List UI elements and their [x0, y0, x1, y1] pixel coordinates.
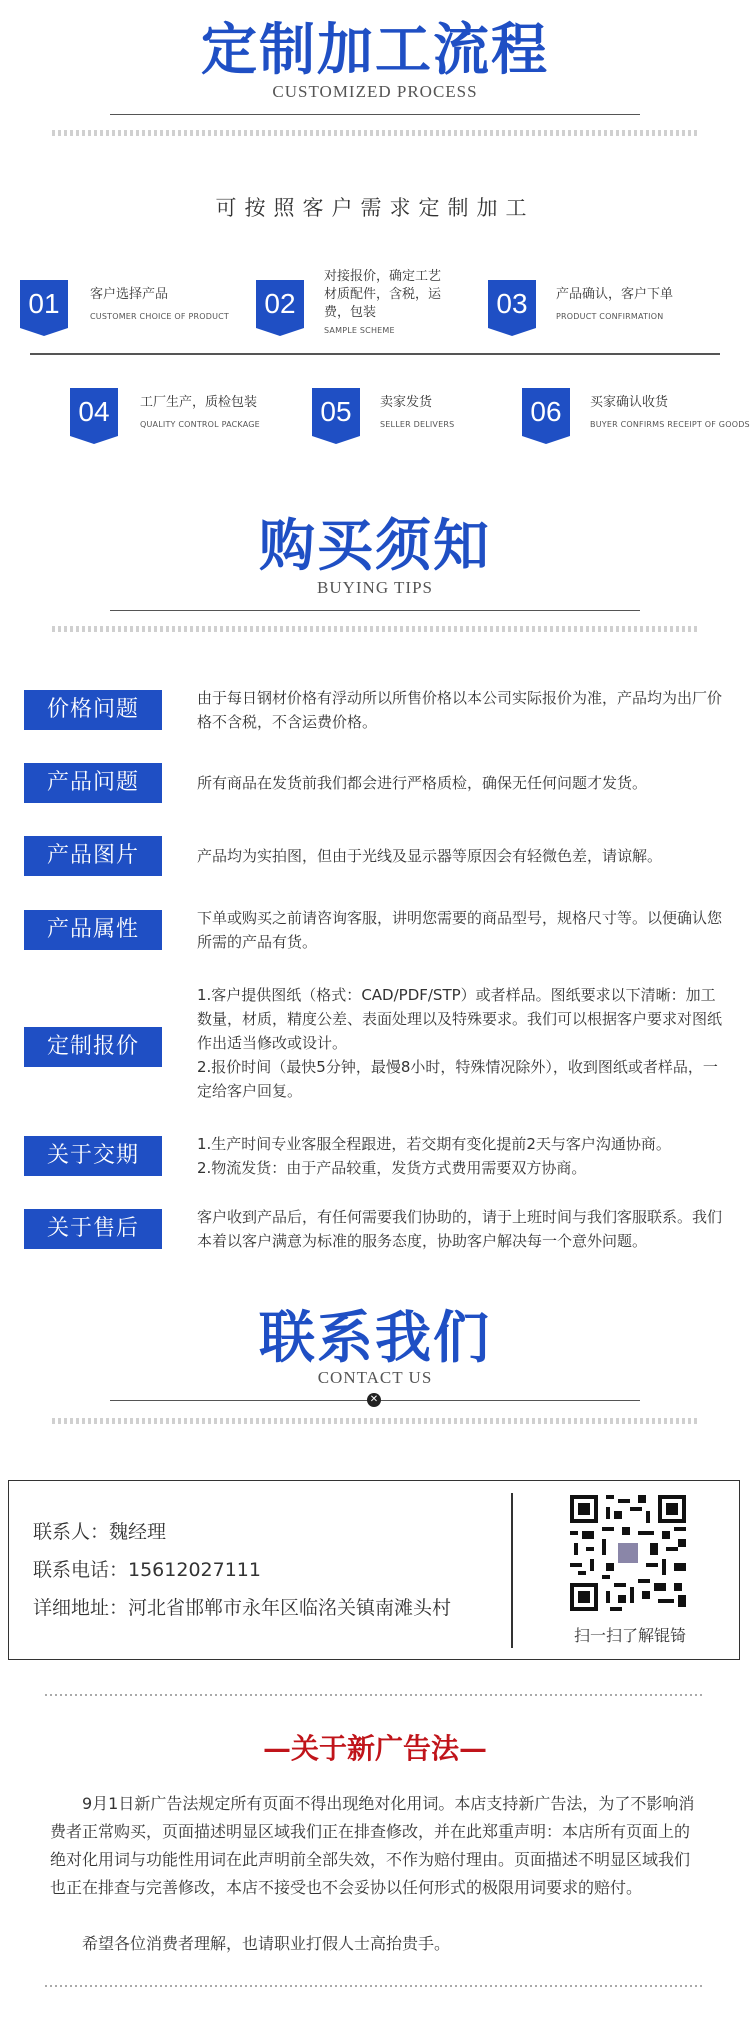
step-01-title: 客户选择产品 — [90, 287, 169, 302]
step-06-sub: BUYER CONFIRMS RECEIPT OF GOODS — [590, 420, 750, 429]
tip-text-delivery: 1.生产时间专业客服全程跟进，若交期有变化提前2天与客户沟通协商。 2.物流发货：由于产品较重，发货方式费用需要双方协商。 — [197, 1135, 671, 1177]
tip-text-price: 由于每日钢材价格有浮动所以所售价格以本公司实际报价为准，产品均为出厂价格不含税，不含运费价格。 — [197, 689, 723, 731]
tip-text-custom-quote: 1.客户提供图纸（格式：CAD/PDF/STP）或者样品。图纸要求以下清晰：加工数量，材质，精度公差、表面处理以及特殊要求。我们可以根据客户要求对图纸作出适当修改或设计。 2.报价时间（最快5分钟，最慢8小时，特殊情况除外），收到图纸或者样品，一定给客户回复。 — [197, 986, 723, 1100]
tip-label-custom-quote: 定制报价 — [24, 1027, 162, 1067]
step-03-sub: PRODUCT CONFIRMATION — [556, 312, 664, 321]
contact-subtitle: CONTACT US — [317, 1368, 433, 1387]
tips-dots — [52, 626, 698, 632]
contact-phone: 联系电话：15612027111 — [33, 1559, 261, 1581]
divider-x-icon: ✕ — [367, 1393, 381, 1407]
step-02-title: 对接报价，确定工艺材质配件，含税，运费，包装 — [324, 269, 442, 320]
step-05-title: 卖家发货 — [380, 395, 433, 410]
contact-title: 联系我们 — [259, 1305, 491, 1371]
tip-label-delivery: 关于交期 — [24, 1136, 162, 1176]
tip-text-attributes: 下单或购买之前请咨询客服，讲明您需要的商品型号，规格尺寸等。以便确认您所需的产品有货。 — [197, 909, 723, 951]
notice-paragraph-2: 希望各位消费者理解，也请职业打假人士高抬贵手。 — [82, 1934, 451, 1953]
qr-caption: 扫一扫了解锟锜 — [573, 1626, 686, 1645]
process-subtitle: CUSTOMIZED PROCESS — [272, 82, 478, 101]
step-05-badge: 05 — [312, 388, 360, 436]
step-05-sub: SELLER DELIVERS — [380, 420, 455, 429]
tips-title: 购买须知 — [259, 513, 491, 579]
notice-bottom-dash — [45, 1985, 705, 1987]
step-04-sub: QUALITY CONTROL PACKAGE — [140, 420, 260, 429]
contact-address: 详细地址：河北省邯郸市永年区临洺关镇南滩头村 — [33, 1597, 452, 1619]
tip-label-images: 产品图片 — [24, 836, 162, 876]
tip-text-after-sales: 客户收到产品后，有任何需要我们协助的，请于上班时间与我们客服联系。我们本着以客户满意为标准的服务态度，协助客户解决每一个意外问题。 — [197, 1208, 723, 1250]
tip-text-images: 产品均为实拍图，但由于光线及显示器等原因会有轻微色差，请谅解。 — [197, 847, 663, 865]
step-02-sub: SAMPLE SCHEME — [324, 326, 395, 335]
tip-label-price: 价格问题 — [24, 690, 162, 730]
process-dots — [52, 130, 698, 136]
tips-divider — [110, 610, 640, 611]
notice-paragraph-1: 9月1日新广告法规定所有页面不得出现绝对化用词。本店支持新广告法，为了不影响消费者正常购买，页面描述明显区域我们正在排查修改，并在此郑重声明：本店所有页面上的绝对化用词与功能性用词在此声明前全部失效，不作为赔付理由。页面描述不明显区域我们也正在排查与完善修改，本店不接受也不会妥协以任何形式的极限用词要求的赔付。 — [50, 1794, 695, 1897]
step-06-title: 买家确认收货 — [590, 395, 669, 410]
step-03-title: 产品确认，客户下单 — [556, 287, 674, 302]
step-01-sub: CUSTOMER CHOICE OF PRODUCT — [90, 312, 230, 321]
step-04-badge: 04 — [70, 388, 118, 436]
tips-subtitle: BUYING TIPS — [316, 578, 433, 597]
tip-label-product: 产品问题 — [24, 763, 162, 803]
process-row-divider — [30, 353, 720, 355]
process-divider — [110, 114, 640, 115]
tip-label-attributes: 产品属性 — [24, 910, 162, 950]
step-03-badge: 03 — [488, 280, 536, 328]
step-04-title: 工厂生产，质检包装 — [140, 395, 258, 410]
step-02-badge: 02 — [256, 280, 304, 328]
notice-title: —关于新广告法— — [262, 1732, 487, 1765]
step-01-badge: 01 — [20, 280, 68, 328]
qr-code-icon — [570, 1495, 686, 1611]
contact-dots — [52, 1418, 698, 1424]
tip-text-product: 所有商品在发货前我们都会进行严格质检，确保无任何问题才发货。 — [197, 774, 648, 792]
process-title: 定制加工流程 — [201, 17, 549, 83]
contact-card-divider — [511, 1493, 513, 1648]
step-06-badge: 06 — [522, 388, 570, 436]
contact-person: 联系人：魏经理 — [33, 1521, 167, 1543]
notice-top-dash — [45, 1694, 705, 1696]
tip-label-after-sales: 关于售后 — [24, 1209, 162, 1249]
process-lead: 可按照客户需求定制加工 — [215, 196, 535, 220]
